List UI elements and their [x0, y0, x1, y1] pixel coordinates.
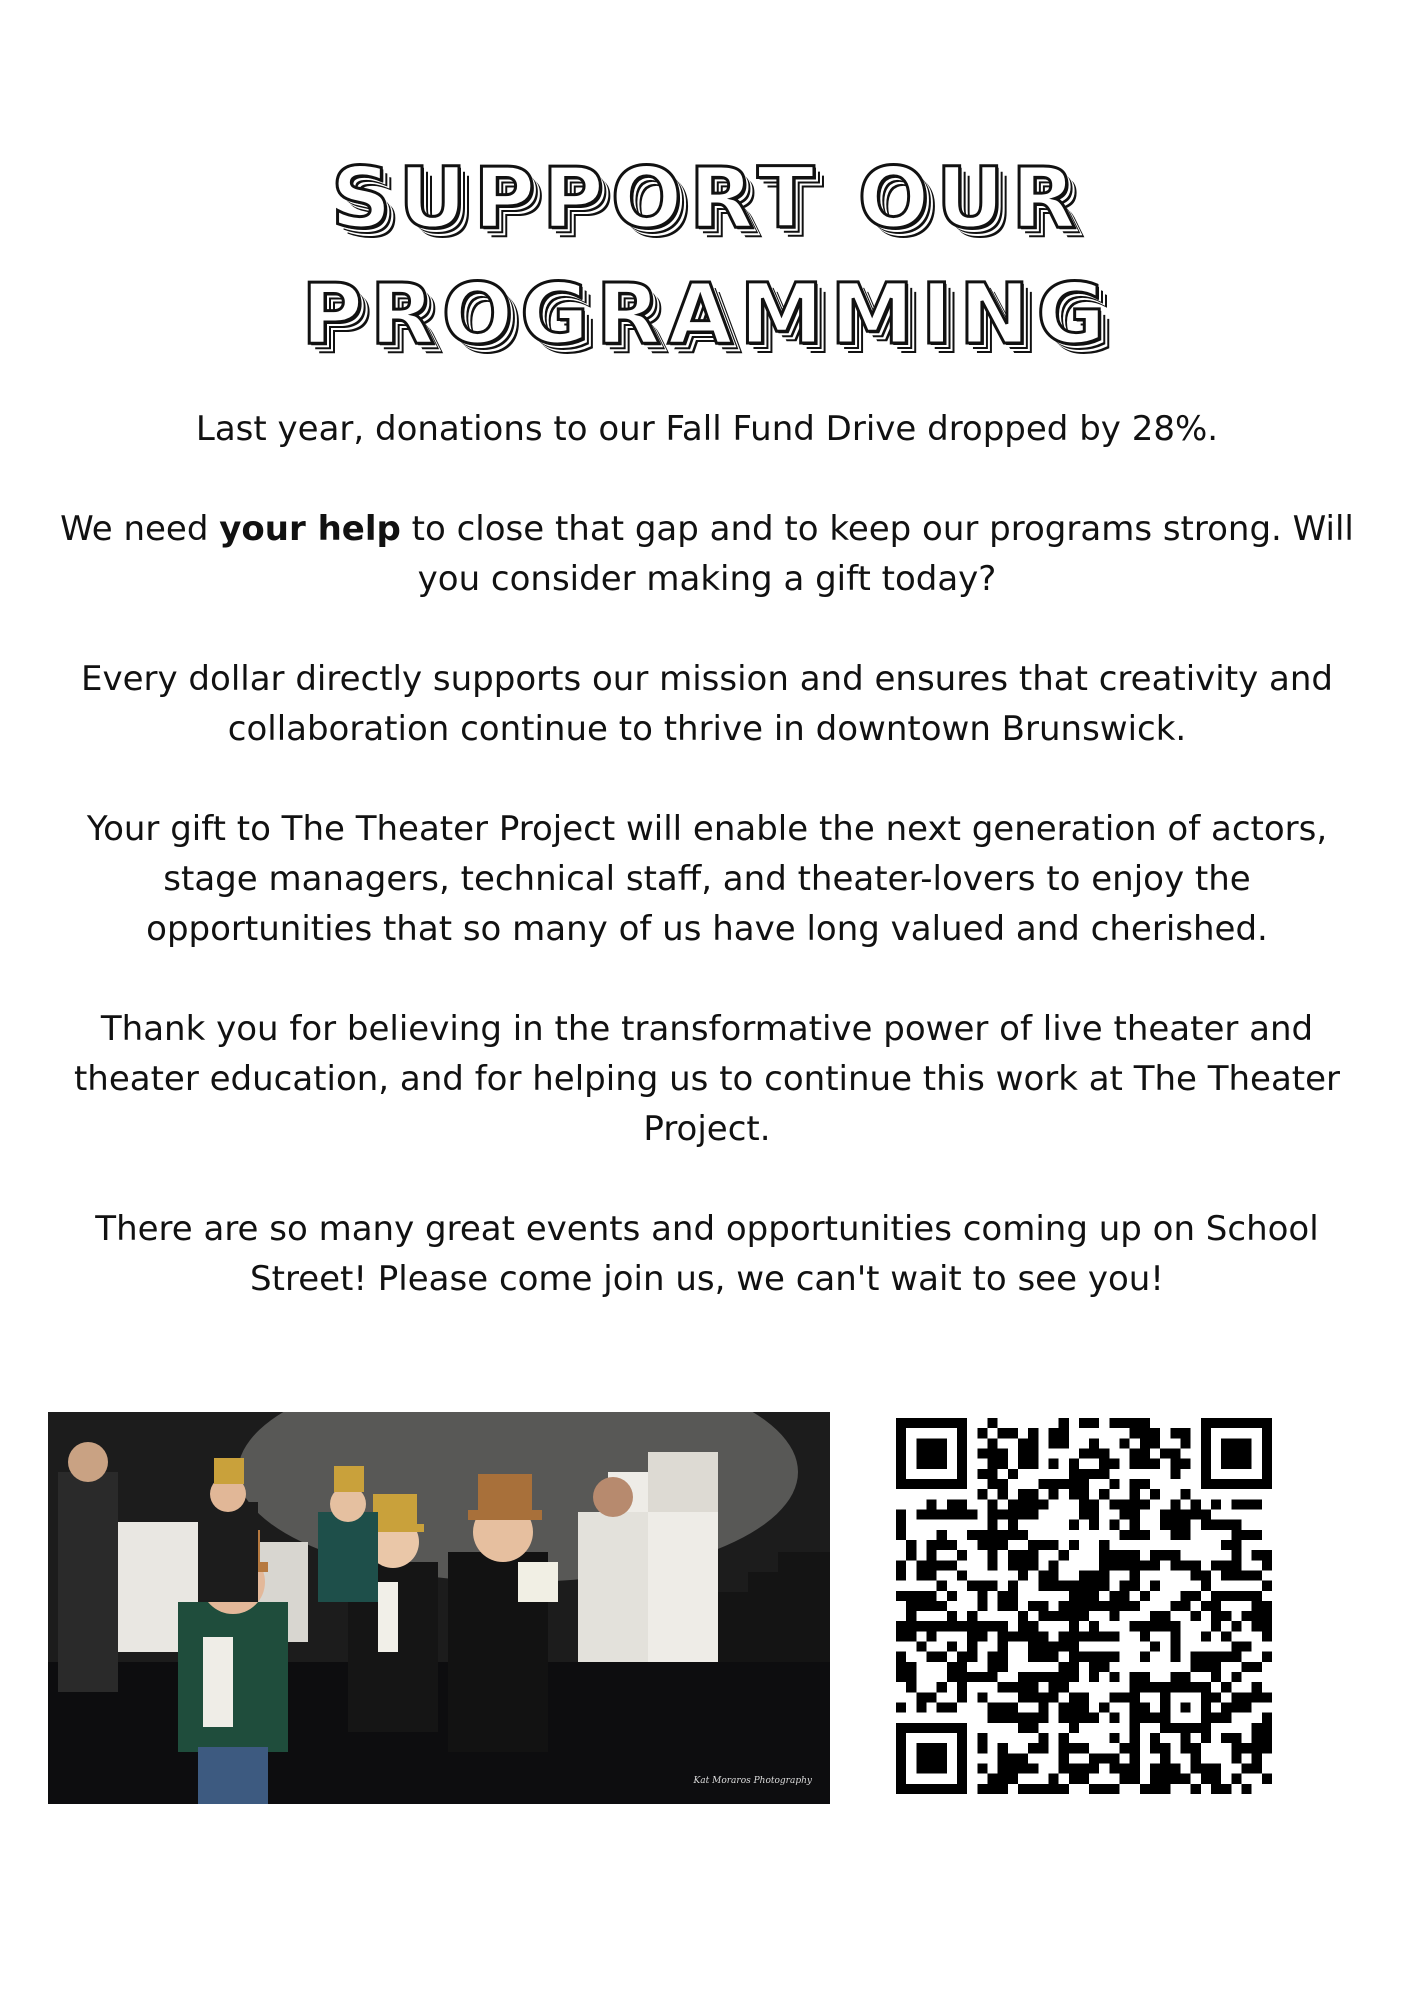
paragraph-donation-drop: Last year, donations to our Fall Fund Drive dropped by 28%. — [195, 409, 1219, 449]
paragraph-thank-you: Thank you for believing in the transformative power of live theater and theater education, and for helping us to continue this work at The Theater Project. — [73, 1009, 1341, 1149]
need-help-rest: to close that gap and to keep our programs strong. Will you consider making a gift today? — [400, 509, 1354, 599]
need-help-emphasis: your help — [219, 509, 401, 549]
performance-scene-illustration — [48, 1412, 830, 1804]
need-help-lead: We need — [60, 509, 220, 549]
title-line-1: SUPPORT OUR — [331, 149, 1083, 247]
title-line-2: PROGRAMMING — [301, 265, 1113, 363]
qr-code-icon — [896, 1418, 1272, 1794]
page-title — [0, 140, 1414, 372]
paragraph-need-help — [60, 504, 1354, 604]
appeal-body — [60, 404, 1354, 1354]
paragraph-mission: Every dollar directly supports our mission and ensures that creativity and collaboration continue to thrive in downtown Brunswick. — [81, 659, 1333, 749]
donation-qr-code[interactable] — [896, 1418, 1272, 1794]
photo-credit: Kat Moraros Photography — [693, 1776, 812, 1786]
paragraph-events: There are so many great events and opportunities coming up on School Street! Please come join us, we can't wait to see you! — [95, 1209, 1319, 1299]
performance-photo — [48, 1412, 830, 1804]
paragraph-next-generation: Your gift to The Theater Project will enable the next generation of actors, stage managers, technical staff, and theater-lovers to enjoy the opportunities that so many of us have long valued and cherished. — [86, 809, 1328, 949]
